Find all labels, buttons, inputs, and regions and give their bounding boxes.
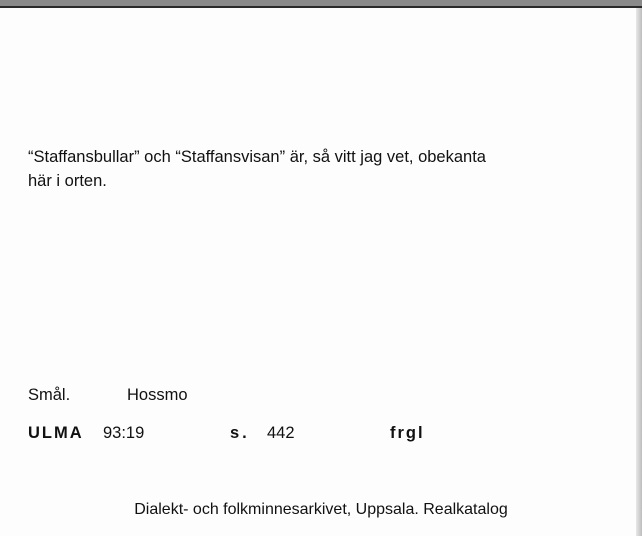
show-through-background [0, 12, 642, 92]
reference-page-label: s. [230, 424, 250, 442]
location-region: Smål. [28, 386, 71, 404]
card-body-text [28, 145, 486, 193]
location-place: Hossmo [127, 386, 188, 404]
card-body-line-1: “Staffansbullar” och “Staffansvisan” är, så vitt jag vet, obekanta [28, 148, 486, 166]
reference-archive: ULMA [28, 424, 84, 442]
card-edge-shadow [636, 8, 642, 536]
catalog-card [0, 6, 642, 536]
card-footer: Dialekt- och folkminnesarkivet, Uppsala. Realkatalog [134, 501, 508, 518]
card-body-line-2: här i orten. [28, 172, 107, 190]
reference-page: 442 [267, 424, 295, 442]
reference-number: 93:19 [103, 424, 145, 442]
reference-code: frgl [390, 424, 425, 442]
